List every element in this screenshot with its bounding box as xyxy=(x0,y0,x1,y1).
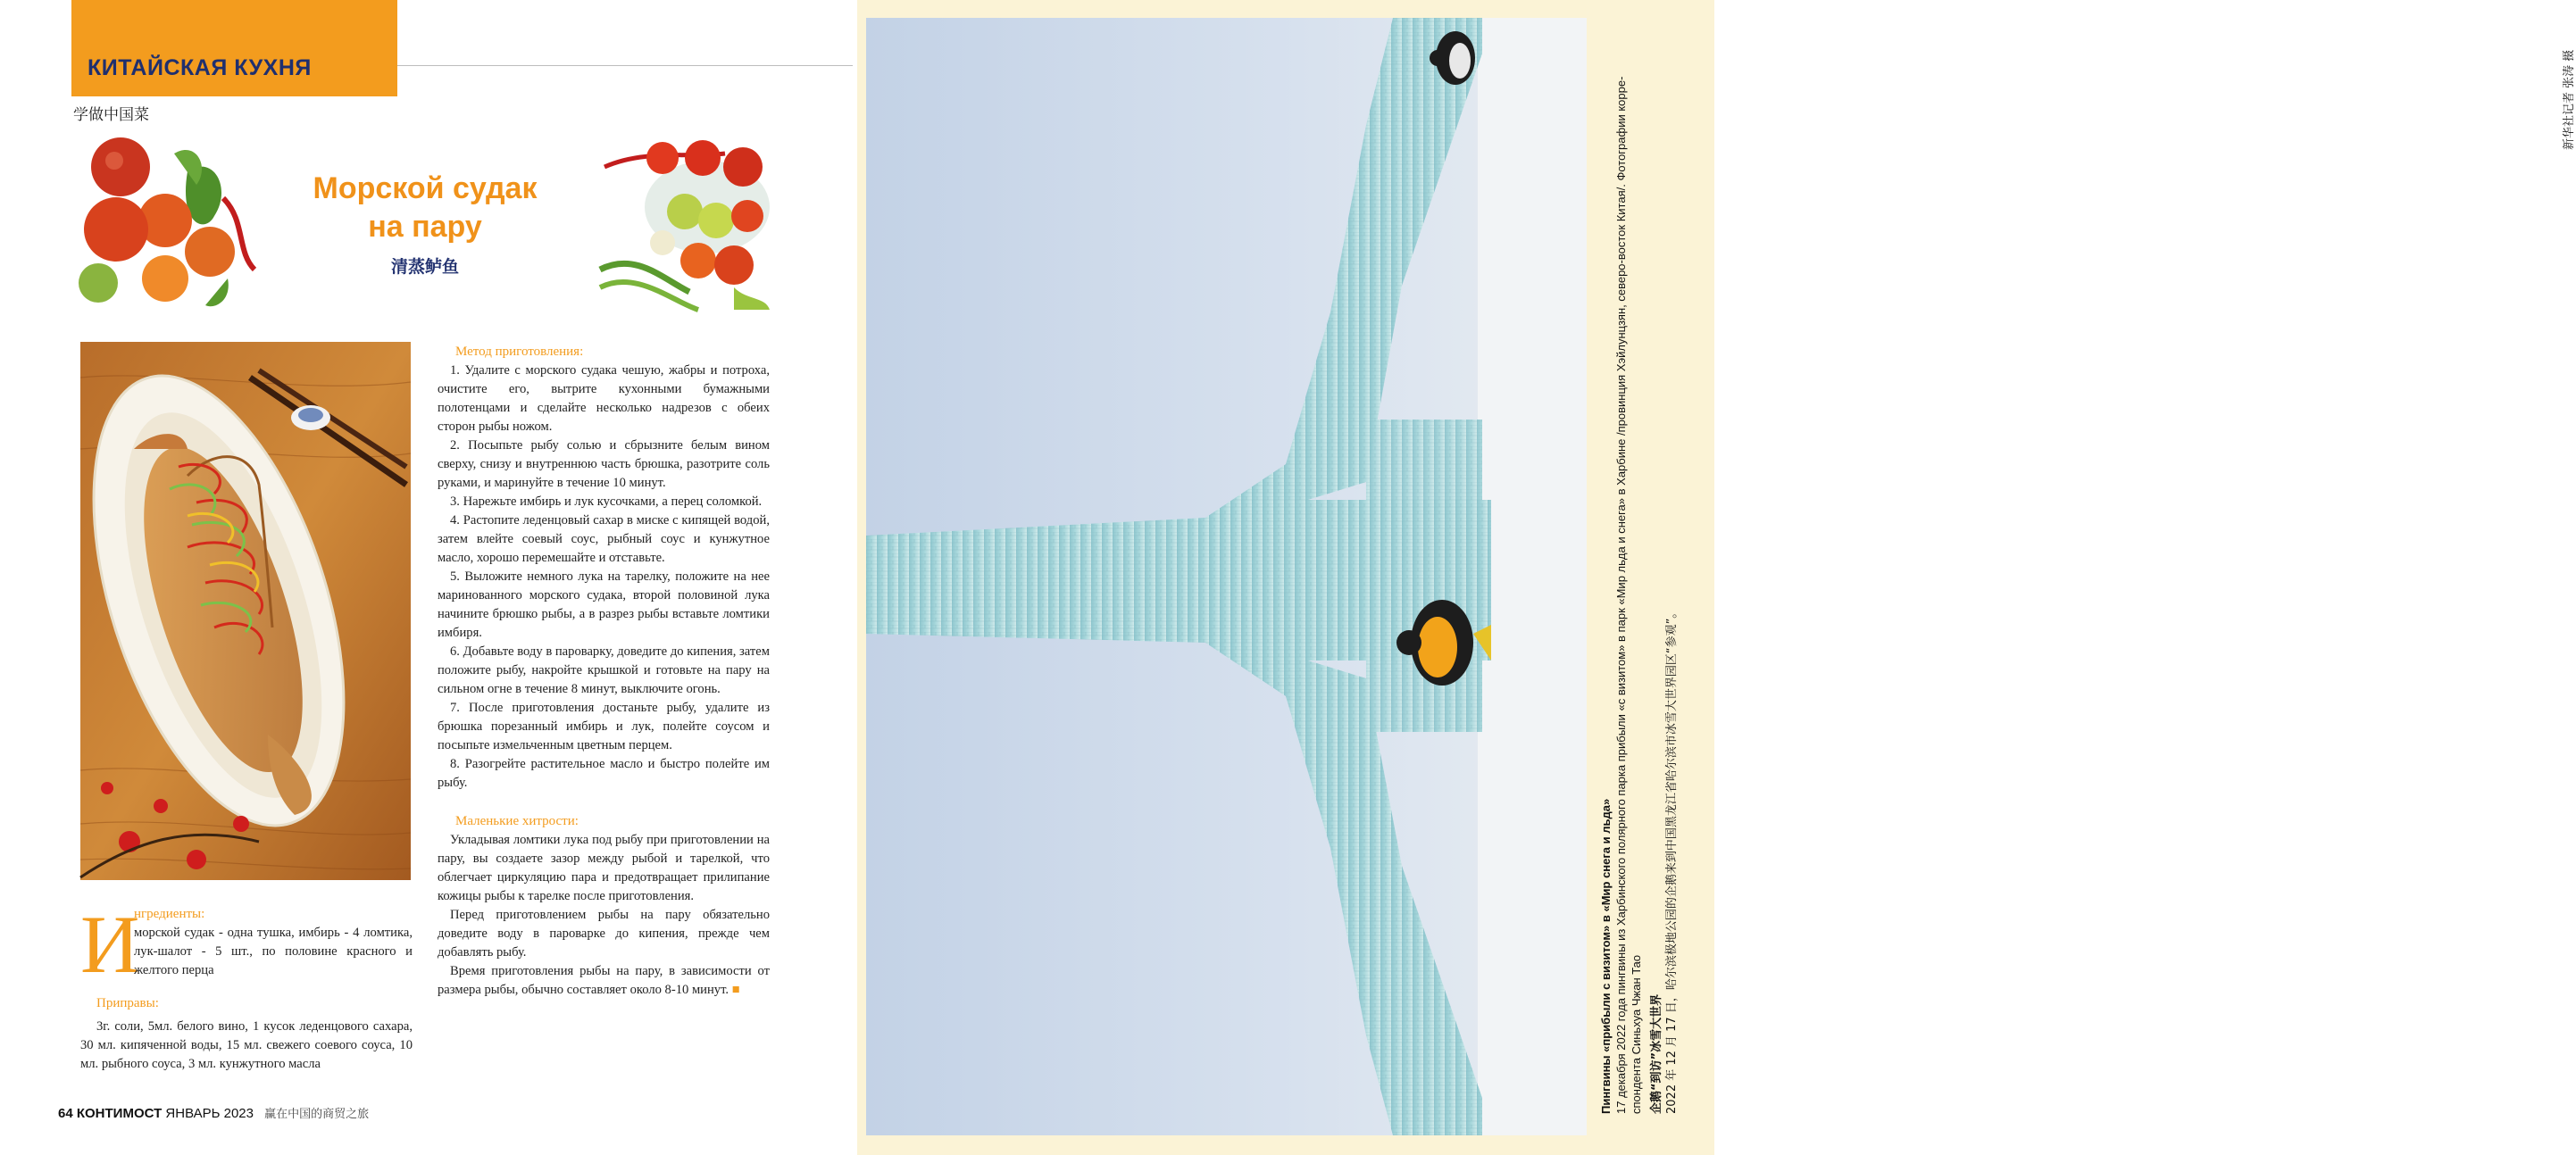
section-title: КИТАЙСКАЯ КУХНЯ xyxy=(88,55,312,80)
end-mark-icon: ■ xyxy=(731,983,740,997)
recipe-title-cn: 清蒸鲈鱼 xyxy=(390,257,459,277)
magazine-name: КОНТИМОСТ xyxy=(76,1106,163,1121)
caption-line2: спондента Синьхуа Чжан Тао xyxy=(1630,954,1643,1114)
vegetables-right-image xyxy=(600,136,770,310)
recipe-title-line1: Морской судак xyxy=(313,171,538,205)
caption-title: Пингвины «прибыли с визитом» в «Мир снега и льда» xyxy=(1599,798,1613,1114)
header-rule xyxy=(397,65,853,66)
ingredients-block xyxy=(134,905,413,980)
caption-title-cn: 企鹅“到访”冰雪大世界 xyxy=(1650,993,1663,1114)
method-step: 4. Растопите леденцовый сахар в миске с кипящей водой, затем влейте соевый соус, рыбный соус и кунжутное масло, хорошо перемешайте и отставьте. xyxy=(438,513,770,565)
tips-paragraph xyxy=(438,962,770,1000)
method-step: 5. Выложите немного лука на тарелку, положите на нее маринованного морского судака, второй половиной лука начините брюшко рыбы, а в разрез рыбы вставьте ломтики имбиря. xyxy=(438,569,770,640)
issue-date: ЯНВАРЬ 2023 xyxy=(165,1106,254,1121)
recipe-banner xyxy=(80,136,770,310)
photo-caption xyxy=(1598,43,1696,1114)
tips-heading: Маленькие хитрости: xyxy=(455,814,579,828)
caption-text-cn: 2022 年 12 月 17 日，哈尔滨极地公园的企鹅来到中国黑龙江省哈尔滨市冰雪大世界园区“参观”。 xyxy=(1665,606,1679,1114)
tips-paragraph: Укладывая ломтики лука под рыбу при приготовлении на пару, вы создаете зазор между рыбой и тарелкой, что облегчает циркуляцию пара и предотвращает прилипание кожицы рыбы к тарелке после приготовления. xyxy=(438,833,770,903)
section-tab xyxy=(71,0,397,96)
method-step: 6. Добавьте воду в пароварку, доведите до кипения, затем положите рыбу, накройте крышкой и готовьте на пару на сильном огне в течение 8 минут, выключите огонь. xyxy=(438,644,770,696)
method-column xyxy=(438,343,770,1000)
method-step: 2. Посыпьте рыбу солью и сбрызните белым вином сверху, снизу и внутреннюю часть брюшка, разотрите соль руками, и маринуйте в течение 10 минут. xyxy=(438,438,770,490)
steamed-fish-photo xyxy=(80,342,411,880)
page-number: 64 xyxy=(58,1106,73,1121)
spices-text: 3г. соли, 5мл. белого вино, 1 кусок леденцового сахара, 30 мл. кипяченной воды, 15 мл. свежего соевого соуса, 10 мл. рыбного соуса, 3 мл. кунжутного масла xyxy=(80,1019,413,1071)
ingredients-dropcap: И xyxy=(80,899,140,990)
photo-credit-cn: 新华社记者 张涛 摄 xyxy=(2563,49,2576,150)
right-page xyxy=(857,0,2576,1155)
ingredients-heading: нгредиенты: xyxy=(134,907,205,921)
method-heading: Метод приготовления: xyxy=(455,345,584,359)
spices-heading: Приправы: xyxy=(96,996,159,1010)
page-footer xyxy=(58,1104,369,1121)
left-page xyxy=(0,0,857,1155)
tips-paragraph: Перед приготовлением рыбы на пару обязательно доведите воду в пароварке до кипения, прежде чем добавлять рыбу. xyxy=(438,908,770,960)
footer-slogan-cn: 赢在中国的商贸之旅 xyxy=(264,1108,370,1121)
section-subtitle-cn: 学做中国菜 xyxy=(73,106,149,124)
ice-palace-penguins-photo xyxy=(866,18,1587,1135)
recipe-title-line2: на пару xyxy=(368,210,482,244)
caption-line1: 17 декабря 2022 года пингвины из Харбинского полярного парка прибыли «с визитом» в парк «Мир льда и снега» в Харбине /провинция Хэйлунцзян, северо-восток Китая/. Фотографии корре- xyxy=(1614,76,1628,1114)
method-step: 8. Разогрейте растительное масло и быстро полейте им рыбу. xyxy=(438,757,770,790)
method-step: 3. Нарежьте имбирь и лук кусочками, а перец соломкой. xyxy=(450,494,763,509)
method-step: 1. Удалите с морского судака чешую, жабры и потроха, очистите его, вытрите кухонными бумажными полотенцами и сделайте несколько надрезов с обеих сторон рыбы ножом. xyxy=(438,363,770,434)
ingredients-text: морской судак - одна тушка, имбирь - 4 ломтика, лук-шалот - 5 шт., по половине красного и желтого перца xyxy=(134,926,413,977)
method-step: 7. После приготовления достаньте рыбу, удалите из брюшка порезанный имбирь и лук, полейте соусом и посыпьте измельченным цветным перцем. xyxy=(438,701,770,752)
tips-paragraph-text: Время приготовления рыбы на пару, в зависимости от размера рыбы, обычно составляет около 8-10 минут. xyxy=(438,964,770,997)
